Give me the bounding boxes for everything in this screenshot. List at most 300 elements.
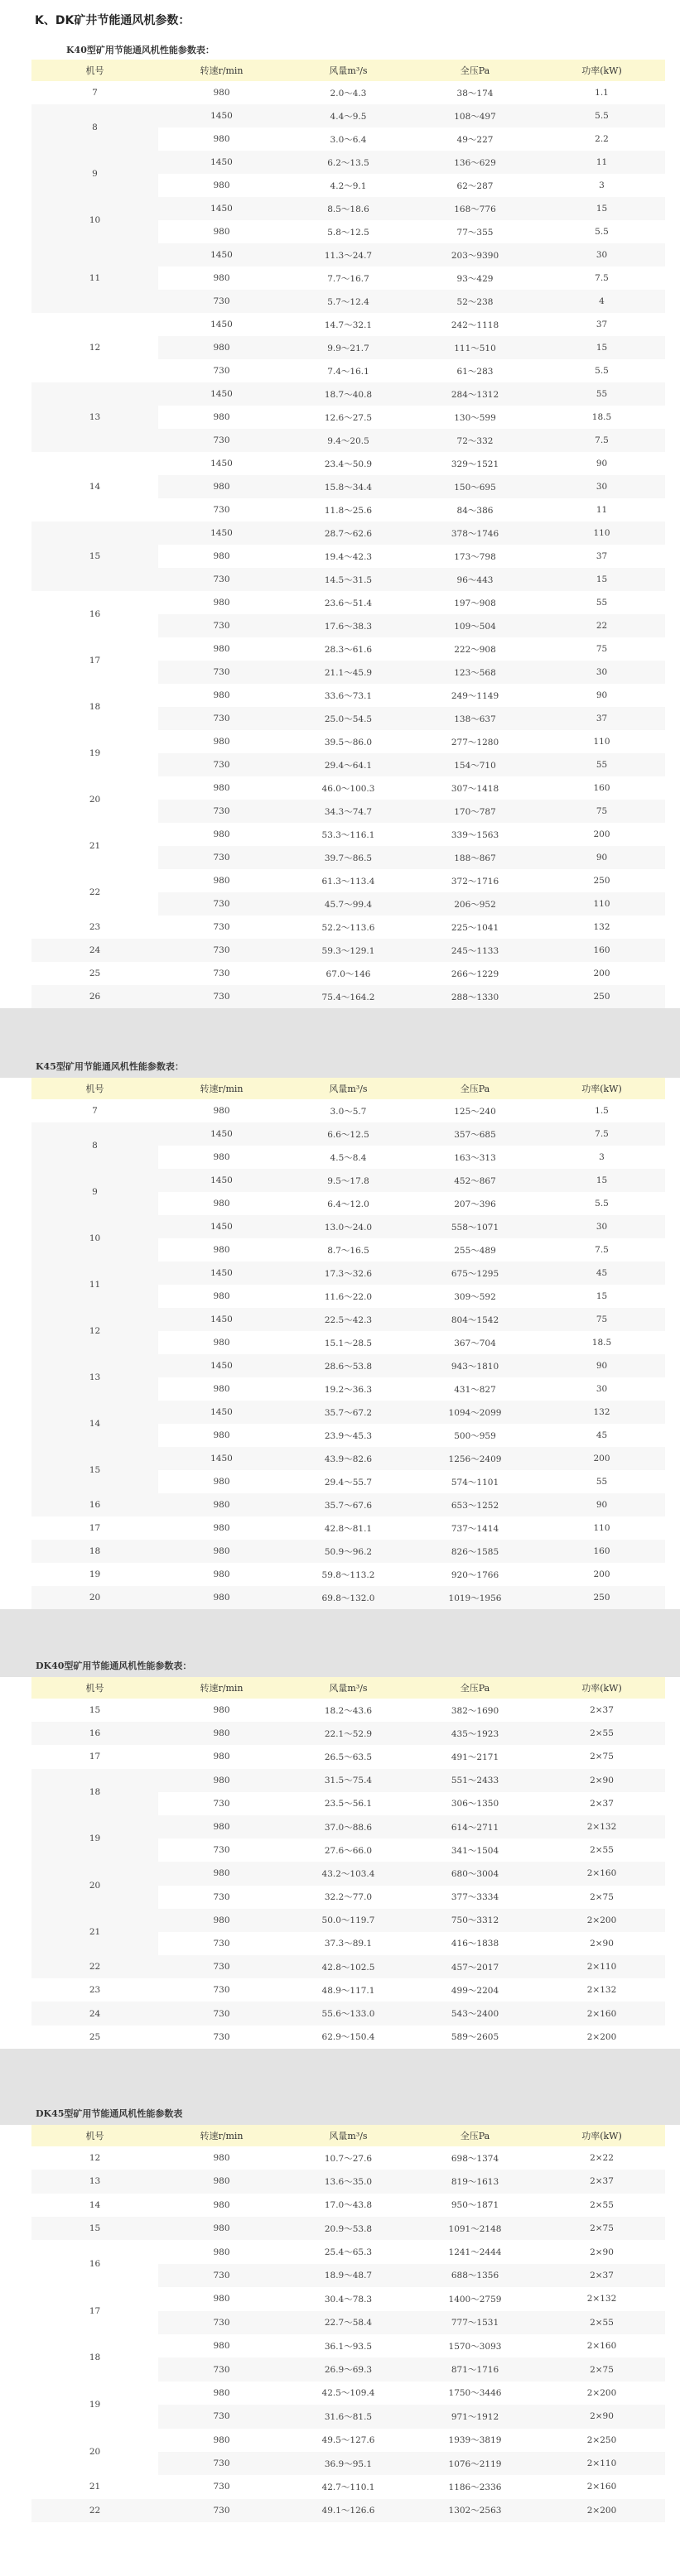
- column-header: 风量m³/s: [285, 1078, 412, 1099]
- unit-number: 15: [89, 1705, 101, 1716]
- airflow-cell: 59.3～129.1: [285, 939, 412, 962]
- pressure-cell: 136～629: [412, 151, 538, 174]
- speed-cell: 730: [158, 429, 285, 452]
- speed-cell: 730: [158, 2311, 285, 2334]
- power-cell: 15: [538, 336, 665, 359]
- power-cell: 250: [538, 985, 665, 1008]
- speed-cell: 980: [213, 1338, 230, 1348]
- pressure-cell: 491～2171: [451, 1752, 499, 1762]
- unit-number: 18: [89, 2353, 101, 2363]
- unit-number: 26: [31, 985, 158, 1008]
- power-cell: 55: [596, 1477, 608, 1487]
- pressure-cell: 614～2711: [412, 1815, 538, 1838]
- pressure-cell: 920～1766: [451, 1569, 499, 1580]
- power-cell: 7.5: [538, 429, 665, 452]
- speed-cell: 730: [213, 1845, 230, 1856]
- power-cell: 2×132: [586, 1985, 617, 1996]
- pressure-cell: 277～1280: [451, 737, 499, 747]
- airflow-cell: 13.0～24.0: [285, 1215, 412, 1238]
- table-row: [31, 1745, 665, 1768]
- airflow-cell: 46.0～100.3: [321, 783, 375, 794]
- table-row: [31, 104, 665, 127]
- power-cell: 5.5: [595, 366, 609, 376]
- airflow-cell: 69.8～132.0: [285, 1586, 412, 1609]
- table-row: [31, 1447, 665, 1470]
- page-heading: K、DK矿井节能通风机参数：: [35, 14, 190, 27]
- airflow-cell: 26.5～63.5: [324, 1752, 373, 1762]
- speed-cell: 1450: [158, 1169, 285, 1192]
- table-row: [31, 2194, 665, 2217]
- airflow-cell: 8.5～18.6: [285, 197, 412, 220]
- speed-cell: 980: [213, 876, 230, 886]
- airflow-cell: 5.8～12.5: [327, 227, 369, 238]
- table-row: [31, 2240, 665, 2263]
- power-cell: 200: [593, 1569, 610, 1579]
- pressure-cell: 138～637: [412, 707, 538, 730]
- power-cell: 132: [593, 922, 610, 932]
- pressure-cell: 170～787: [412, 800, 538, 823]
- table-row: [31, 452, 665, 475]
- power-cell: 2×75: [538, 2217, 665, 2240]
- power-cell: 200: [538, 1447, 665, 1470]
- airflow-cell: 23.5～56.1: [324, 1799, 373, 1809]
- power-cell: 2×160: [586, 2341, 617, 2352]
- power-cell: 160: [538, 1540, 665, 1563]
- table-row: [31, 730, 665, 753]
- speed-cell: 1450: [210, 459, 233, 469]
- table-row: [31, 1122, 665, 1146]
- power-cell: 2×110: [538, 2452, 665, 2475]
- pressure-cell: 245～1133: [412, 939, 538, 962]
- power-cell: 55: [596, 598, 608, 608]
- airflow-cell: 23.6～51.4: [324, 598, 373, 608]
- table-row: [31, 1815, 665, 1838]
- table-row: [31, 313, 665, 336]
- speed-cell: 980: [213, 412, 230, 422]
- pressure-cell: 109～504: [412, 614, 538, 637]
- pressure-cell: 125～240: [454, 1106, 496, 1117]
- airflow-cell: 19.2～36.3: [324, 1384, 373, 1395]
- power-cell: 45: [538, 1262, 665, 1285]
- power-cell: 15: [538, 197, 665, 220]
- table-row: [31, 2146, 665, 2170]
- airflow-cell: 15.8～34.4: [285, 475, 412, 498]
- pressure-cell: 688～1356: [412, 2264, 538, 2287]
- pressure-cell: 377～3334: [451, 1892, 499, 1903]
- speed-cell: 980: [213, 180, 230, 190]
- table-row: [31, 591, 665, 614]
- table-row: [31, 151, 665, 174]
- table-row: [31, 962, 665, 985]
- unit-number: 23: [89, 922, 101, 932]
- unit-number: 17: [89, 656, 101, 666]
- speed-cell: 980: [213, 2153, 230, 2163]
- unit-number: 21: [89, 2482, 101, 2492]
- power-cell: 250: [538, 1586, 665, 1609]
- power-cell: 2×200: [538, 1909, 665, 1932]
- speed-cell: 730: [158, 800, 285, 823]
- power-cell: 90: [596, 690, 608, 700]
- power-cell: 250: [593, 876, 610, 886]
- column-header: 功率(kW): [538, 60, 665, 81]
- pressure-cell: 777～1531: [412, 2311, 538, 2334]
- table-row: [31, 1722, 665, 1745]
- speed-cell: 730: [213, 1985, 230, 1996]
- airflow-cell: 25.4～65.3: [324, 2247, 373, 2258]
- speed-cell: 980: [213, 2199, 230, 2210]
- table-row: [31, 521, 665, 545]
- unit-number: 14: [89, 2199, 101, 2210]
- airflow-cell: 49.1～126.6: [285, 2499, 412, 2522]
- table-row: [31, 1401, 665, 1424]
- speed-cell: 730: [158, 753, 285, 776]
- unit-number: 14: [89, 482, 101, 492]
- pressure-cell: 367～704: [454, 1338, 496, 1348]
- airflow-cell: 32.2～77.0: [324, 1892, 373, 1903]
- sections-container: [31, 41, 665, 2522]
- pressure-cell: 108～497: [412, 104, 538, 127]
- airflow-cell: 23.4～50.9: [324, 459, 373, 469]
- speed-cell: 1450: [158, 1215, 285, 1238]
- power-cell: 2×90: [590, 1938, 614, 1949]
- speed-cell: 980: [213, 2434, 230, 2445]
- speed-cell: 980: [213, 783, 230, 793]
- pressure-cell: 173～798: [454, 551, 496, 562]
- airflow-cell: 17.3～32.6: [285, 1262, 412, 1285]
- speed-cell: 730: [213, 922, 230, 932]
- airflow-cell: 4.4～9.5: [285, 104, 412, 127]
- power-cell: 2×75: [590, 1891, 614, 1902]
- speed-cell: 980: [213, 1291, 230, 1301]
- speed-cell: 980: [158, 1586, 285, 1609]
- airflow-cell: 8.7～16.5: [327, 1245, 369, 1256]
- speed-cell: 730: [213, 1891, 230, 1902]
- pressure-cell: 357～685: [412, 1122, 538, 1146]
- airflow-cell: 19.4～42.3: [324, 551, 373, 562]
- speed-cell: 980: [213, 829, 230, 839]
- pressure-cell: 49～227: [456, 134, 494, 145]
- power-cell: 7.5: [595, 273, 609, 283]
- airflow-cell: 37.3～89.1: [324, 1939, 373, 1949]
- power-cell: 18.5: [591, 1338, 612, 1348]
- airflow-cell: 36.1～93.5: [324, 2341, 373, 2352]
- pressure-cell: 203～9390: [412, 243, 538, 267]
- pressure-cell: 826～1585: [412, 1540, 538, 1563]
- speed-cell: 980: [158, 1769, 285, 1792]
- pressure-cell: 77～355: [456, 227, 494, 238]
- airflow-cell: 18.2～43.6: [324, 1705, 373, 1716]
- unit-number: 15: [31, 2217, 158, 2240]
- section-title: K45型矿用节能通风机性能参数表：: [36, 1061, 184, 1072]
- power-cell: 2×55: [590, 1845, 614, 1856]
- airflow-cell: 4.2～9.1: [330, 180, 367, 191]
- pressure-cell: 72～332: [412, 429, 538, 452]
- pressure-cell: 225～1041: [451, 922, 499, 933]
- power-cell: 2×75: [538, 2357, 665, 2381]
- speed-cell: 980: [213, 551, 230, 561]
- speed-cell: 730: [158, 939, 285, 962]
- speed-cell: 1450: [158, 382, 285, 406]
- speed-cell: 730: [158, 2405, 285, 2428]
- power-cell: 2×90: [538, 2405, 665, 2428]
- speed-cell: 980: [213, 2341, 230, 2352]
- power-cell: 55: [538, 382, 665, 406]
- power-cell: 75: [596, 644, 608, 654]
- unit-number: 20: [31, 1586, 158, 1609]
- power-cell: 3: [599, 1152, 605, 1162]
- pressure-cell: 242～1118: [451, 320, 499, 330]
- table-row: [31, 1978, 665, 2002]
- column-header: 风量m³/s: [285, 1677, 412, 1699]
- pressure-cell: 52～238: [412, 290, 538, 313]
- speed-cell: 730: [213, 968, 230, 978]
- pressure-cell: 819～1613: [412, 2170, 538, 2193]
- section-title: DK40型矿用节能通风机性能参数表：: [36, 1660, 192, 1671]
- airflow-cell: 31.5～75.4: [285, 1769, 412, 1792]
- speed-cell: 1450: [158, 197, 285, 220]
- airflow-cell: 49.5～127.6: [321, 2435, 375, 2446]
- column-header: 机号: [31, 2125, 158, 2146]
- power-cell: 15: [596, 1291, 608, 1301]
- airflow-cell: 42.8～81.1: [324, 1523, 373, 1534]
- power-cell: 2.2: [595, 134, 609, 144]
- airflow-cell: 35.7～67.6: [285, 1493, 412, 1516]
- table-row: [31, 2026, 665, 2049]
- column-header: 全压Pa: [412, 2125, 538, 2146]
- unit-number: 11: [31, 1262, 158, 1308]
- speed-cell: 730: [158, 661, 285, 684]
- airflow-cell: 7.7～16.7: [327, 273, 369, 284]
- unit-number: 19: [31, 1815, 158, 1862]
- pressure-cell: 207～396: [454, 1199, 496, 1209]
- unit-number: 14: [31, 1401, 158, 1447]
- pressure-cell: 341～1504: [451, 1845, 499, 1856]
- speed-cell: 980: [213, 1245, 230, 1255]
- pressure-cell: 499～2204: [451, 1985, 499, 1996]
- pressure-cell: 737～1414: [451, 1523, 499, 1534]
- power-cell: 2×250: [586, 2434, 617, 2445]
- speed-cell: 730: [213, 1938, 230, 1949]
- speed-cell: 730: [158, 1955, 285, 1978]
- speed-cell: 730: [158, 2002, 285, 2025]
- unit-number: 20: [31, 1862, 158, 1908]
- pressure-cell: 1256～2409: [412, 1447, 538, 1470]
- speed-cell: 980: [213, 2247, 230, 2257]
- airflow-cell: 26.9～69.3: [285, 2357, 412, 2381]
- table-row: [31, 2287, 665, 2310]
- pressure-cell: 1241～2444: [448, 2247, 502, 2258]
- table-row: [31, 1308, 665, 1331]
- pressure-cell: 1750～3446: [448, 2388, 502, 2399]
- speed-cell: 730: [158, 568, 285, 591]
- airflow-cell: 22.5～42.3: [285, 1308, 412, 1331]
- unit-number: 7: [92, 88, 98, 98]
- pressure-cell: 372～1716: [451, 876, 499, 887]
- pressure-cell: 500～959: [454, 1430, 496, 1441]
- unit-number: 12: [31, 1308, 158, 1354]
- pressure-cell: 804～1542: [412, 1308, 538, 1331]
- speed-cell: 980: [158, 1862, 285, 1885]
- speed-cell: 980: [213, 690, 230, 700]
- speed-cell: 980: [158, 1540, 285, 1563]
- speed-cell: 730: [158, 985, 285, 1008]
- airflow-cell: 4.5～8.4: [330, 1152, 367, 1163]
- speed-cell: 730: [158, 892, 285, 916]
- airflow-cell: 34.3～74.7: [285, 800, 412, 823]
- airflow-cell: 18.7～40.8: [285, 382, 412, 406]
- power-cell: 7.5: [595, 1245, 609, 1255]
- pressure-cell: 111～510: [412, 336, 538, 359]
- power-cell: 30: [538, 661, 665, 684]
- airflow-cell: 75.4～164.2: [285, 985, 412, 1008]
- pressure-cell: 307～1418: [451, 783, 499, 794]
- pressure-cell: 971～1912: [412, 2405, 538, 2428]
- section-title-band: [0, 2049, 680, 2125]
- speed-cell: 980: [158, 1815, 285, 1838]
- pressure-cell: 416～1838: [451, 1939, 499, 1949]
- column-header: 转速r/min: [158, 1078, 285, 1099]
- speed-cell: 980: [158, 336, 285, 359]
- pressure-cell: 680～3004: [412, 1862, 538, 1885]
- power-cell: 75: [538, 1308, 665, 1331]
- pressure-cell: 123～568: [412, 661, 538, 684]
- table-row: [31, 1493, 665, 1516]
- table-row: [31, 1699, 665, 1722]
- pressure-cell: 574～1101: [451, 1477, 499, 1487]
- table-row: [31, 243, 665, 267]
- column-header: 全压Pa: [412, 1677, 538, 1699]
- unit-number: 16: [31, 1493, 158, 1516]
- column-header: 功率(kW): [538, 1078, 665, 1099]
- power-cell: 110: [593, 737, 610, 747]
- speed-cell: 980: [158, 1493, 285, 1516]
- pressure-cell: 750～3312: [412, 1909, 538, 1932]
- pressure-cell: 1076～2119: [412, 2452, 538, 2475]
- speed-cell: 1450: [158, 1262, 285, 1285]
- table-row: [31, 985, 665, 1008]
- column-header: 转速r/min: [158, 2125, 285, 2146]
- table-header-row: [31, 1078, 665, 1099]
- pressure-cell: 130～599: [454, 412, 496, 423]
- airflow-cell: 11.6～22.0: [324, 1291, 373, 1302]
- parameter-table: [31, 60, 665, 1008]
- unit-number: 17: [89, 1523, 101, 1533]
- speed-cell: 730: [213, 2031, 230, 2042]
- speed-cell: 980: [213, 737, 230, 747]
- airflow-cell: 30.4～78.3: [324, 2294, 373, 2304]
- pressure-cell: 1570～3093: [448, 2341, 502, 2352]
- unit-number: 16: [31, 1722, 158, 1745]
- table-row: [31, 2499, 665, 2522]
- airflow-cell: 55.6～133.0: [285, 2002, 412, 2025]
- power-cell: 2×55: [590, 2199, 614, 2210]
- power-cell: 2×55: [538, 1722, 665, 1745]
- pressure-cell: 452～867: [412, 1169, 538, 1192]
- airflow-cell: 28.3～61.6: [324, 644, 373, 655]
- column-header: 功率(kW): [538, 1677, 665, 1699]
- speed-cell: 980: [213, 2294, 230, 2304]
- speed-cell: 730: [158, 2499, 285, 2522]
- unit-number: 21: [89, 841, 101, 851]
- power-cell: 30: [538, 243, 665, 267]
- airflow-cell: 52.2～113.6: [321, 922, 375, 933]
- unit-number: 18: [31, 1540, 158, 1563]
- unit-number: 18: [31, 1769, 158, 1815]
- power-cell: 22: [538, 614, 665, 637]
- unit-number: 20: [89, 2446, 101, 2457]
- speed-cell: 730: [158, 614, 285, 637]
- speed-cell: 980: [158, 1909, 285, 1932]
- power-cell: 110: [538, 521, 665, 545]
- pressure-cell: 255～489: [454, 1245, 496, 1256]
- airflow-cell: 2.0～4.3: [330, 88, 367, 99]
- pressure-cell: 163～313: [454, 1152, 496, 1163]
- airflow-cell: 6.2～13.5: [285, 151, 412, 174]
- speed-cell: 730: [213, 366, 230, 376]
- pressure-cell: 84～386: [456, 505, 494, 516]
- airflow-cell: 29.4～55.7: [324, 1477, 373, 1487]
- pressure-cell: 1186～2336: [448, 2482, 502, 2492]
- speed-cell: 1450: [158, 1401, 285, 1424]
- power-cell: 90: [538, 846, 665, 869]
- unit-number: 24: [31, 2002, 158, 2025]
- speed-cell: 980: [213, 1752, 230, 1762]
- column-header: 转速r/min: [158, 1677, 285, 1699]
- speed-cell: 980: [213, 598, 230, 608]
- airflow-cell: 22.7～58.4: [285, 2311, 412, 2334]
- airflow-cell: 27.6～66.0: [324, 1845, 373, 1856]
- column-header: 功率(kW): [538, 2125, 665, 2146]
- unit-number: 16: [89, 609, 101, 619]
- unit-number: 11: [31, 243, 158, 313]
- table-row: [31, 1262, 665, 1285]
- pressure-cell: 653～1252: [412, 1493, 538, 1516]
- table-row: [31, 2170, 665, 2193]
- unit-number: 13: [31, 382, 158, 452]
- unit-number: 20: [89, 795, 101, 805]
- table-header-row: [31, 60, 665, 81]
- speed-cell: 980: [213, 644, 230, 654]
- power-cell: 15: [538, 1169, 665, 1192]
- airflow-cell: 62.9～150.4: [321, 2032, 375, 2043]
- unit-number: 19: [89, 1569, 101, 1579]
- table-row: [31, 1769, 665, 1792]
- airflow-cell: 9.4～20.5: [285, 429, 412, 452]
- table-row: [31, 637, 665, 661]
- power-cell: 1.5: [595, 1106, 609, 1116]
- speed-cell: 980: [213, 1199, 230, 1209]
- airflow-cell: 3.0～5.7: [330, 1106, 367, 1117]
- power-cell: 2×90: [590, 2247, 614, 2257]
- power-cell: 2×132: [586, 2294, 617, 2304]
- power-cell: 7.5: [538, 1122, 665, 1146]
- power-cell: 2×22: [590, 2153, 614, 2163]
- table-row: [31, 1169, 665, 1192]
- speed-cell: 1450: [210, 320, 233, 329]
- pressure-cell: 1302～2563: [412, 2499, 538, 2522]
- airflow-cell: 29.4～64.1: [285, 753, 412, 776]
- pressure-cell: 1400～2759: [448, 2294, 502, 2304]
- airflow-cell: 36.9～95.1: [285, 2452, 412, 2475]
- speed-cell: 1450: [158, 1308, 285, 1331]
- airflow-cell: 20.9～53.8: [285, 2217, 412, 2240]
- pressure-cell: 306～1350: [451, 1799, 499, 1809]
- unit-number: 9: [31, 151, 158, 197]
- speed-cell: 980: [213, 1523, 230, 1533]
- unit-number: 15: [31, 1447, 158, 1493]
- speed-cell: 1450: [158, 521, 285, 545]
- power-cell: 2×200: [586, 2387, 617, 2398]
